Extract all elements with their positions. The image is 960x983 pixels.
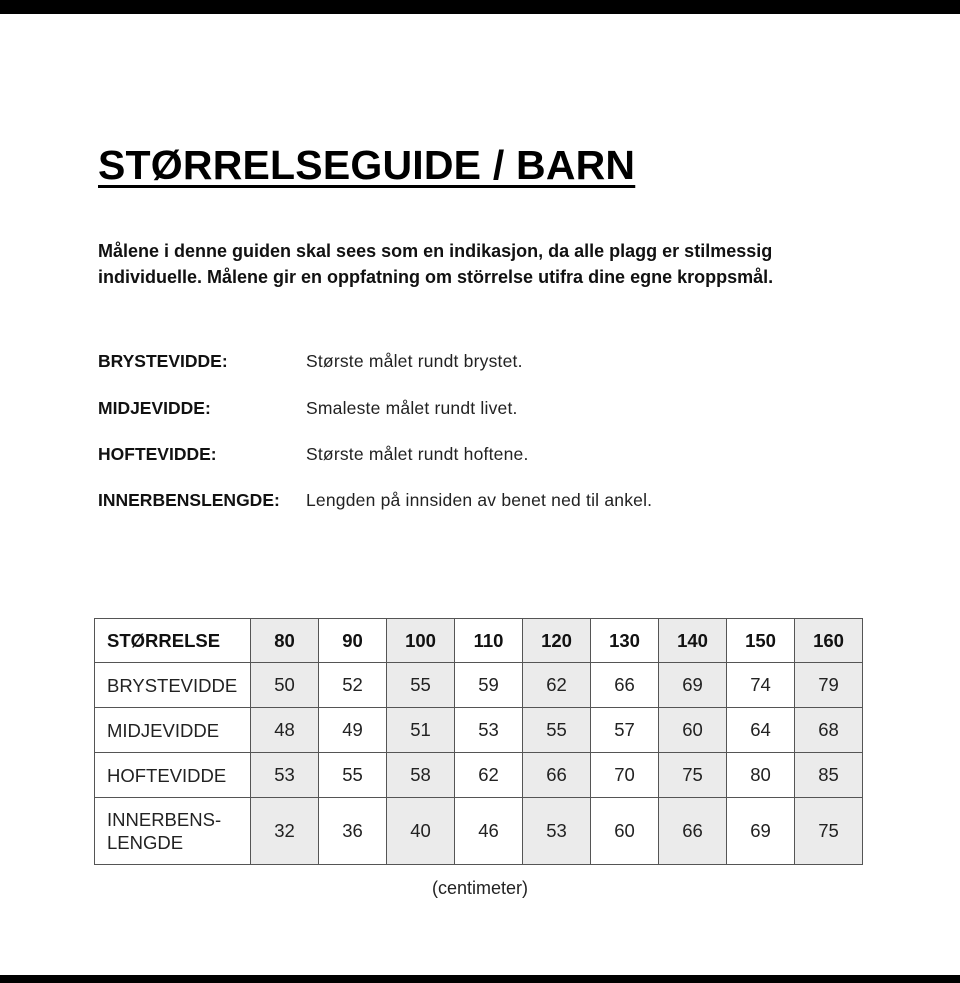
value-cell: 49 xyxy=(319,708,387,753)
value-cell: 66 xyxy=(591,663,659,708)
value-cell: 55 xyxy=(523,708,591,753)
definition-term: INNERBENSLENGDE: xyxy=(98,490,280,510)
definition-term: HOFTEVIDDE: xyxy=(98,444,217,464)
value-cell: 80 xyxy=(727,753,795,798)
table-row xyxy=(95,753,863,798)
value-cell: 59 xyxy=(455,663,523,708)
row-label-cell xyxy=(95,798,251,865)
top-border-bar xyxy=(0,0,960,14)
value-cell: 85 xyxy=(795,753,863,798)
definition-term: MIDJEVIDDE: xyxy=(98,398,211,418)
value-cell: 50 xyxy=(251,663,319,708)
value-cell: 68 xyxy=(795,708,863,753)
value-cell: 36 xyxy=(319,798,387,865)
definition-description: Lengden på innsiden av benet ned til ankel. xyxy=(306,490,653,510)
value-cell: 57 xyxy=(591,708,659,753)
value-cell: 53 xyxy=(455,708,523,753)
unit-note: (centimeter) xyxy=(431,878,529,898)
intro-line: individuelle. Målene gir en oppfatning om störrelse utifra dine egne kroppsmål. xyxy=(98,267,774,287)
definition-description: Største målet rundt hoftene. xyxy=(306,444,529,464)
size-table xyxy=(94,618,863,865)
header-label-cell: STØRRELSE xyxy=(95,619,251,663)
size-header-cell: 90 xyxy=(319,619,387,663)
size-header-cell: 140 xyxy=(659,619,727,663)
value-cell: 32 xyxy=(251,798,319,865)
value-cell: 79 xyxy=(795,663,863,708)
value-cell: 66 xyxy=(659,798,727,865)
value-cell: 69 xyxy=(727,798,795,865)
row-label-cell: HOFTEVIDDE xyxy=(95,753,251,798)
value-cell: 60 xyxy=(591,798,659,865)
value-cell: 64 xyxy=(727,708,795,753)
row-label-line: INNERBENS- xyxy=(107,809,222,830)
table-row xyxy=(95,708,863,753)
value-cell: 48 xyxy=(251,708,319,753)
table-row xyxy=(95,663,863,708)
size-header-cell: 150 xyxy=(727,619,795,663)
value-cell: 55 xyxy=(387,663,455,708)
intro-paragraph xyxy=(98,238,898,290)
value-cell: 40 xyxy=(387,798,455,865)
row-label-cell: MIDJEVIDDE xyxy=(95,708,251,753)
table-row xyxy=(95,798,863,865)
size-header-cell: 130 xyxy=(591,619,659,663)
value-cell: 52 xyxy=(319,663,387,708)
value-cell: 70 xyxy=(591,753,659,798)
value-cell: 53 xyxy=(523,798,591,865)
size-header-cell: 100 xyxy=(387,619,455,663)
row-label-line: LENGDE xyxy=(107,832,184,853)
value-cell: 58 xyxy=(387,753,455,798)
value-cell: 51 xyxy=(387,708,455,753)
size-header-cell: 110 xyxy=(455,619,523,663)
value-cell: 66 xyxy=(523,753,591,798)
intro-line: Målene i denne guiden skal sees som en indikasjon, da alle plagg er stilmessig xyxy=(98,241,773,261)
definition-description: Smaleste målet rundt livet. xyxy=(306,398,518,418)
value-cell: 75 xyxy=(795,798,863,865)
size-header-cell: 80 xyxy=(251,619,319,663)
value-cell: 62 xyxy=(455,753,523,798)
table-header-row xyxy=(95,619,863,663)
size-header-cell: 120 xyxy=(523,619,591,663)
value-cell: 74 xyxy=(727,663,795,708)
value-cell: 69 xyxy=(659,663,727,708)
value-cell: 60 xyxy=(659,708,727,753)
row-label-cell: BRYSTEVIDDE xyxy=(95,663,251,708)
value-cell: 55 xyxy=(319,753,387,798)
value-cell: 46 xyxy=(455,798,523,865)
bottom-border-bar xyxy=(0,975,960,983)
value-cell: 62 xyxy=(523,663,591,708)
value-cell: 53 xyxy=(251,753,319,798)
definition-term: BRYSTEVIDDE: xyxy=(98,351,228,371)
value-cell: 75 xyxy=(659,753,727,798)
page-title: STØRRELSEGUIDE / BARN xyxy=(98,142,636,188)
size-header-cell: 160 xyxy=(795,619,863,663)
definition-description: Største målet rundt brystet. xyxy=(306,351,523,371)
